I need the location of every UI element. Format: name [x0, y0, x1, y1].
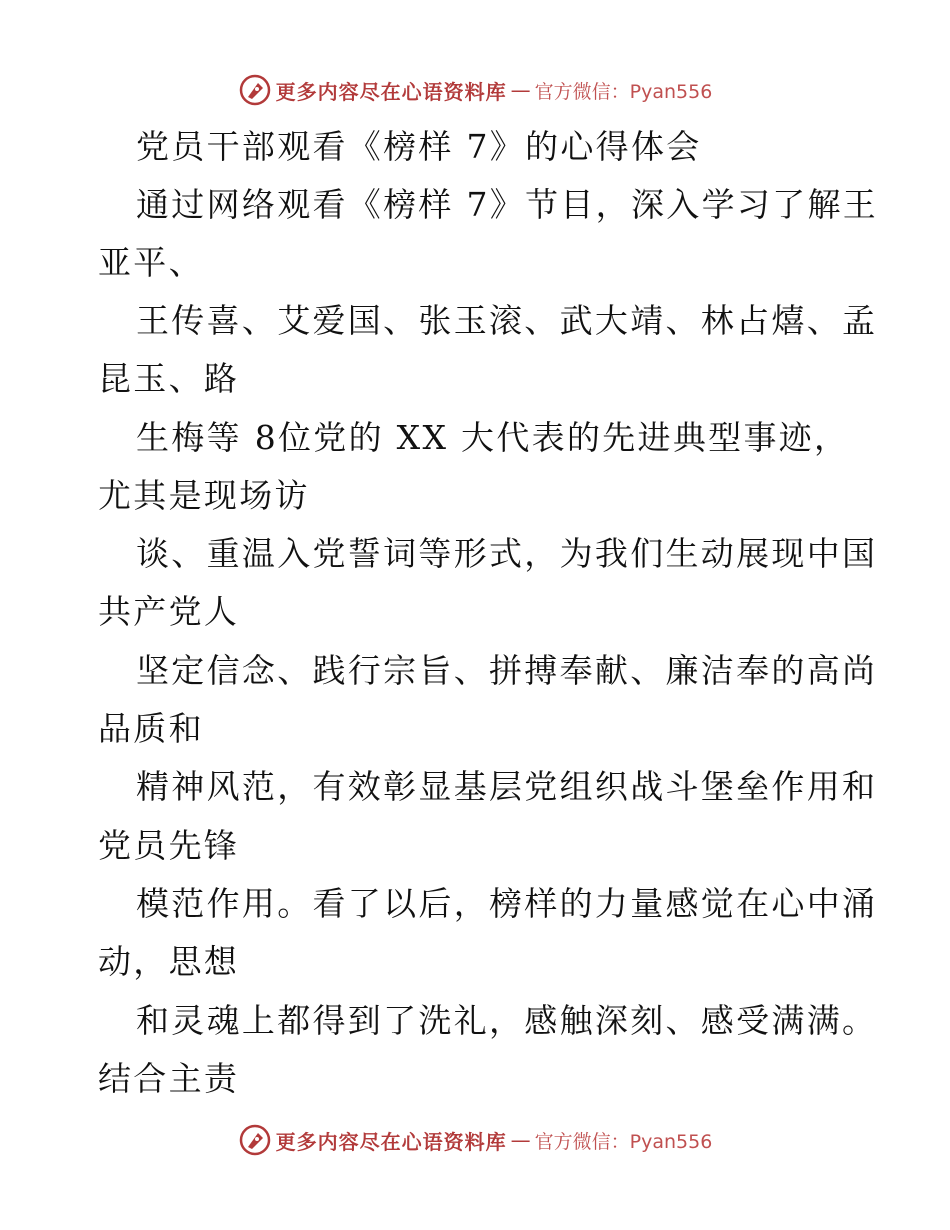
paragraph-line: 生梅等 8位党的 XX 大代表的先进典型事迹， [136, 418, 850, 457]
pen-nib-logo-icon [238, 1123, 272, 1157]
watermark-brand-text: 更多内容尽在心语资料库 [275, 1129, 507, 1154]
paragraph-line: 共产党人 [98, 592, 240, 631]
footer-watermark [0, 1120, 950, 1160]
header-watermark [0, 70, 950, 110]
paragraph-line: 精神风范，有效彰显基层党组织战斗堡垒作用和 [136, 767, 878, 806]
watermark-dash: — [510, 1128, 531, 1152]
paragraph-line: 结合主责 [98, 1059, 240, 1098]
paragraph-line: 动，思想 [98, 942, 240, 981]
document-title: 党员干部观看《榜样 7》的心得体会 [136, 127, 702, 166]
watermark-contact-text: 官方微信：Pyan556 [534, 1130, 713, 1153]
paragraph-line: 模范作用。看了以后，榜样的力量感觉在心中涌 [136, 884, 878, 923]
paragraph-line: 谈、重温入党誓词等形式，为我们生动展现中国 [136, 534, 878, 573]
paragraph-line: 坚定信念、践行宗旨、拼搏奉献、廉洁奉的高尚 [136, 651, 878, 690]
paragraph-line: 尤其是现场访 [98, 476, 310, 515]
paragraph-line: 王传喜、艾爱国、张玉滚、武大靖、林占熺、孟 [136, 301, 878, 340]
paragraph-line: 品质和 [98, 709, 204, 748]
paragraph-line: 和灵魂上都得到了洗礼，感触深刻、感受满满。 [136, 1001, 878, 1040]
watermark-dash: — [510, 78, 531, 102]
pen-nib-logo-icon [238, 73, 272, 107]
paragraph-line: 亚平、 [98, 243, 204, 282]
watermark-brand-text: 更多内容尽在心语资料库 [275, 79, 507, 104]
watermark-contact-text: 官方微信：Pyan556 [534, 80, 713, 103]
paragraph-line: 通过网络观看《榜样 7》节目，深入学习了解王 [136, 185, 879, 224]
paragraph-line: 党员先锋 [98, 826, 240, 865]
paragraph-line: 昆玉、路 [98, 359, 240, 398]
